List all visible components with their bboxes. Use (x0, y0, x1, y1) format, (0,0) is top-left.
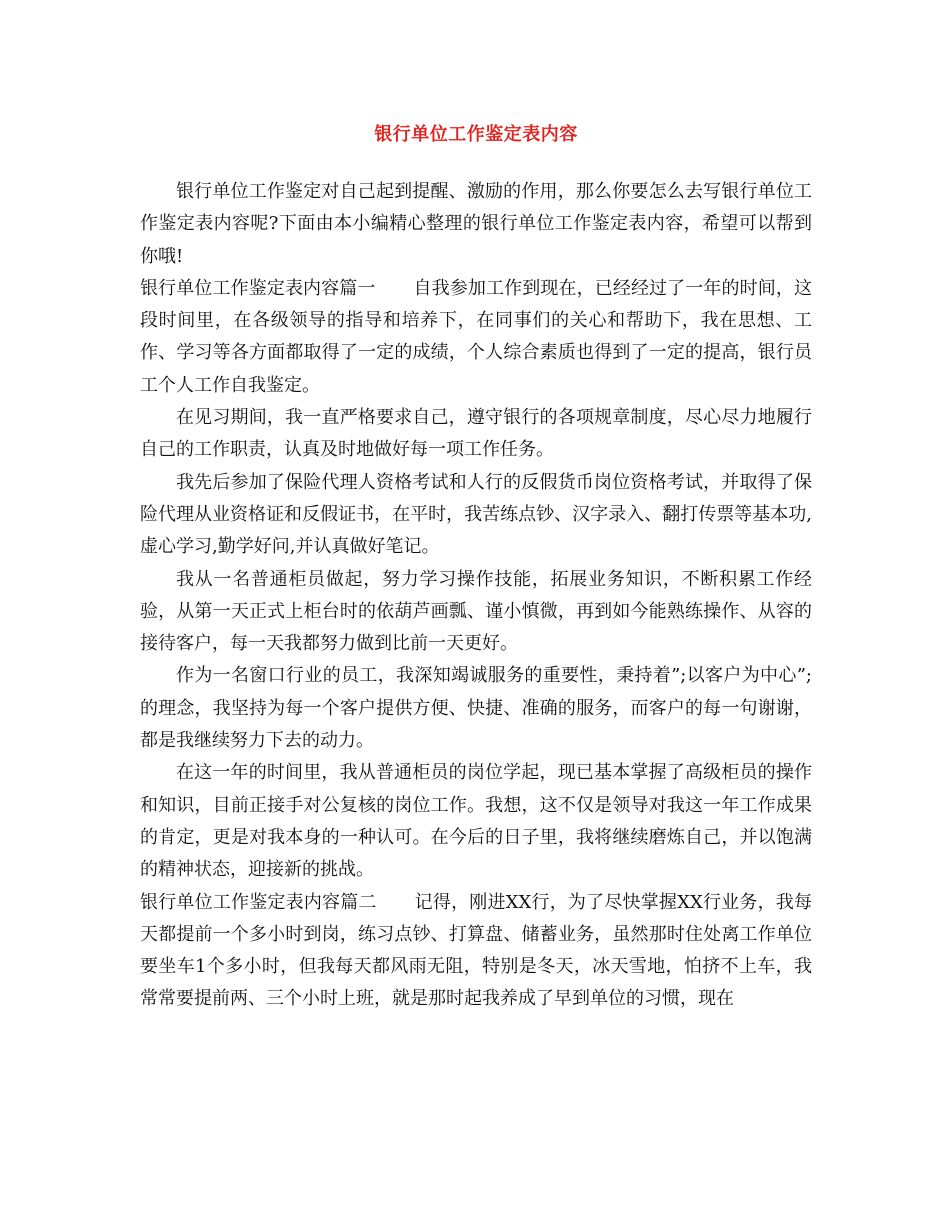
body-paragraph: 在这一年的时间里，我从普通柜员的岗位学起，现已基本掌握了高级柜员的操作和知识，目前正接手对公复核的岗位工作。我想，这不仅是领导对我这一年工作成果的肯定，更是对我本身的一种认可。在今后的日子里，我将继续磨炼自己，并以饱满的精神状态，迎接新的挑战。 (140, 762, 812, 881)
intro-paragraph: 银行单位工作鉴定对自己起到提醒、激励的作用，那么你要怎么去写银行单位工作鉴定表内容呢?下面由本小编精心整理的银行单位工作鉴定表内容，希望可以帮到你哦! (140, 181, 812, 267)
section-1-paragraph (140, 273, 812, 402)
section-2-paragraph (140, 887, 812, 1016)
section-1-text: 自我参加工作到现在，已经经过了一年的时间，这段时间里，在各级领导的指导和培养下，在同事们的关心和帮助下，我在思想、工作、学习等各方面都取得了一定的成绩，个人综合素质也得到了一定的提高，银行员工个人工作自我鉴定。 (140, 277, 812, 396)
body-paragraph: 作为一名窗口行业的员工，我深知竭诚服务的重要性，秉持着”;以客户为中心”;的理念，我坚持为每一个客户提供方便、快捷、准确的服务，而客户的每一句谢谢，都是我继续努力下去的动力。 (140, 665, 812, 752)
document-page (140, 122, 812, 1016)
body-paragraph: 我从一名普通柜员做起，努力学习操作技能，拓展业务知识，不断积累工作经验，从第一天正式上柜台时的依葫芦画瓢、谨小慎微，再到如今能熟练操作、从容的接待客户，每一天我都努力做到比前一天更好。 (140, 568, 812, 655)
body-paragraph: 在见习期间，我一直严格要求自己，遵守银行的各项规章制度，尽心尽力地履行自己的工作职责，认真及时地做好每一项工作任务。 (140, 407, 812, 461)
section-2-text: 记得，刚进XX行，为了尽快掌握XX行业务，我每天都提前一个多小时到岗，练习点钞、打算盘、储蓄业务，虽然那时住处离工作单位要坐车1个多小时，但我每天都风雨无阻，特别是冬天，冰天雪地，怕挤不上车，我常常要提前两、三个小时上班，就是那时起我养成了早到单位的习惯，现在 (140, 891, 812, 1010)
section-1-heading: 银行单位工作鉴定表内容篇一 (140, 277, 376, 299)
section-2-heading: 银行单位工作鉴定表内容篇二 (140, 891, 377, 913)
body-paragraph: 我先后参加了保险代理人资格考试和人行的反假货币岗位资格考试，并取得了保险代理从业资格证和反假证书，在平时，我苦练点钞、汉字录入、翻打传票等基本功,虚心学习,勤学好问,并认真做好笔记。 (140, 471, 812, 558)
document-title: 银行单位工作鉴定表内容 (374, 124, 578, 145)
